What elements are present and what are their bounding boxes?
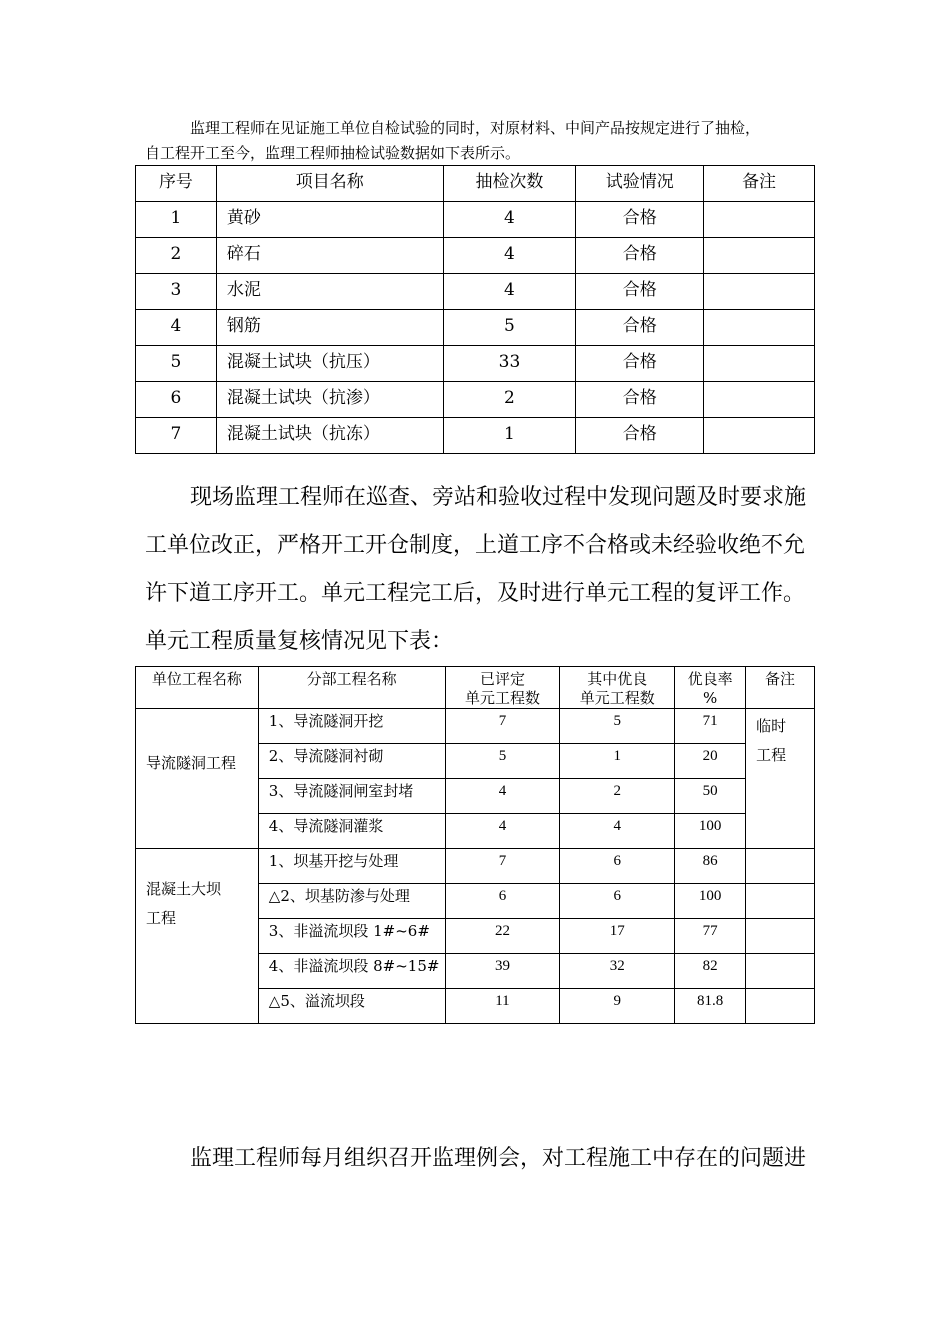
evaluated-count: 7 (498, 853, 507, 869)
sub-name: 2、导流隧洞衬砌 (268, 747, 384, 765)
excellent-count: 2 (613, 783, 621, 799)
row-name: 碎石 (226, 244, 261, 264)
evaluated-count: 22 (494, 923, 510, 939)
note-cell (746, 954, 815, 989)
table-row (136, 310, 815, 346)
row-name: 黄砂 (226, 208, 261, 228)
evaluated-count: 11 (495, 993, 510, 1009)
row-count: 4 (504, 280, 515, 300)
header-cell: 试验情况 (576, 166, 704, 202)
sub-name: 3、导流隧洞闸室封堵 (268, 782, 414, 800)
header-cell: 项目名称 (216, 166, 443, 202)
sub-name: 4、导流隧洞灌浆 (268, 817, 384, 835)
row-no: 7 (170, 424, 182, 444)
review-line-2: 工单位改正，严格开工开仓制度，上道工序不合格或未经验收绝不允 (145, 533, 806, 558)
table-row (136, 849, 815, 884)
header-unit: 单位工程名称 (151, 670, 242, 688)
evaluated-count: 6 (498, 888, 507, 904)
excellent-count: 9 (613, 993, 621, 1009)
table-row (136, 346, 815, 382)
evaluated-count: 5 (498, 748, 507, 764)
excellent-rate: 77 (702, 923, 718, 939)
review-line-4: 单元工程质量复核情况见下表： (145, 629, 454, 654)
review-line-3: 许下道工序开工。单元工程完工后，及时进行单元工程的复评工作。 (145, 581, 806, 606)
intro-paragraph (145, 116, 825, 166)
evaluated-count: 7 (498, 713, 507, 729)
excellent-rate: 81.8 (696, 993, 724, 1009)
evaluated-count: 4 (498, 818, 507, 834)
row-result: 合格 (622, 424, 657, 444)
excellent-count: 6 (613, 888, 621, 904)
row-note (704, 238, 814, 243)
intro-line-1: 监理工程师在见证施工单位自检试验的同时，对原材料、中间产品按规定进行了抽检， (190, 119, 761, 137)
note-cell (746, 989, 815, 1024)
intro-line-2: 自工程开工至今，监理工程师抽检试验数据如下表所示。 (145, 144, 521, 162)
sub-name: △2、坝基防渗与处理 (268, 887, 410, 905)
table-row (136, 382, 815, 418)
row-note (704, 310, 814, 315)
row-note (704, 382, 814, 387)
row-result: 合格 (622, 208, 657, 228)
row-note (704, 418, 814, 423)
row-no: 3 (170, 280, 182, 300)
row-name: 混凝土试块（抗冻） (226, 424, 380, 444)
row-count: 5 (504, 316, 515, 336)
header-cell: 抽检次数 (443, 166, 576, 202)
header-sub: 分部工程名称 (306, 670, 397, 688)
excellent-rate: 82 (702, 958, 718, 974)
excellent-count: 6 (613, 853, 621, 869)
review-paragraph (145, 474, 825, 666)
row-result: 合格 (622, 244, 657, 264)
row-count: 2 (504, 388, 515, 408)
excellent-rate: 20 (702, 748, 718, 764)
row-result: 合格 (622, 316, 657, 336)
sub-name: 4、非溢流坝段 8#~15# (268, 957, 440, 975)
table-row (136, 418, 815, 454)
excellent-count: 17 (609, 923, 625, 939)
quality-header-row (136, 667, 815, 709)
table-row (136, 238, 815, 274)
sub-name: △5、溢流坝段 (268, 992, 365, 1010)
row-result: 合格 (622, 388, 657, 408)
row-count: 4 (504, 208, 515, 228)
excellent-rate: 50 (702, 783, 718, 799)
row-no: 5 (170, 352, 182, 372)
sub-name: 1、坝基开挖与处理 (268, 852, 399, 870)
header-cell: 备注 (704, 166, 815, 202)
row-no: 6 (170, 388, 182, 408)
row-no: 2 (170, 244, 182, 264)
row-note (704, 274, 814, 279)
excellent-count: 32 (609, 958, 625, 974)
row-note (704, 202, 814, 207)
row-count: 1 (504, 424, 515, 444)
row-result: 合格 (622, 352, 657, 372)
excellent-rate: 86 (702, 853, 718, 869)
row-name: 混凝土试块（抗渗） (226, 388, 380, 408)
note-cell (746, 884, 815, 919)
header-rate: 优良率 % (675, 667, 746, 709)
note-cell (746, 849, 815, 884)
evaluated-count: 39 (494, 958, 510, 974)
header-excellent: 其中优良 单元工程数 (560, 667, 675, 709)
table-row (136, 709, 815, 744)
row-name: 混凝土试块（抗压） (226, 352, 380, 372)
header-evaluated: 已评定 单元工程数 (445, 667, 560, 709)
excellent-rate: 100 (698, 818, 722, 834)
unit-name-cell: 导流隧洞工程 (136, 709, 259, 849)
row-count: 4 (504, 244, 515, 264)
meeting-paragraph: 监理工程师每月组织召开监理例会，对工程施工中存在的问题进 (190, 1146, 807, 1171)
row-no: 1 (170, 208, 182, 228)
excellent-count: 5 (613, 713, 621, 729)
note-cell (746, 919, 815, 954)
row-count: 33 (498, 352, 521, 372)
excellent-count: 1 (613, 748, 621, 764)
excellent-count: 4 (613, 818, 621, 834)
sub-name: 3、非溢流坝段 1#~6# (268, 922, 430, 940)
excellent-rate: 100 (698, 888, 722, 904)
unit-name-cell: 混凝土大坝 工程 (136, 849, 259, 1024)
sampling-table (135, 165, 815, 454)
review-line-1: 现场监理工程师在巡查、旁站和验收过程中发现问题及时要求施 (190, 485, 807, 510)
row-name: 钢筋 (226, 316, 261, 336)
row-note (704, 346, 814, 351)
row-no: 4 (170, 316, 182, 336)
quality-review-table (135, 666, 815, 1024)
row-name: 水泥 (226, 280, 261, 300)
table-row (136, 274, 815, 310)
sub-name: 1、导流隧洞开挖 (268, 712, 384, 730)
evaluated-count: 4 (498, 783, 507, 799)
sampling-header-row (136, 166, 815, 202)
table-row (136, 202, 815, 238)
note-cell: 临时 工程 (746, 709, 815, 849)
header-cell: 序号 (136, 166, 217, 202)
excellent-rate: 71 (702, 713, 718, 729)
header-note: 备注 (765, 670, 796, 688)
row-result: 合格 (622, 280, 657, 300)
